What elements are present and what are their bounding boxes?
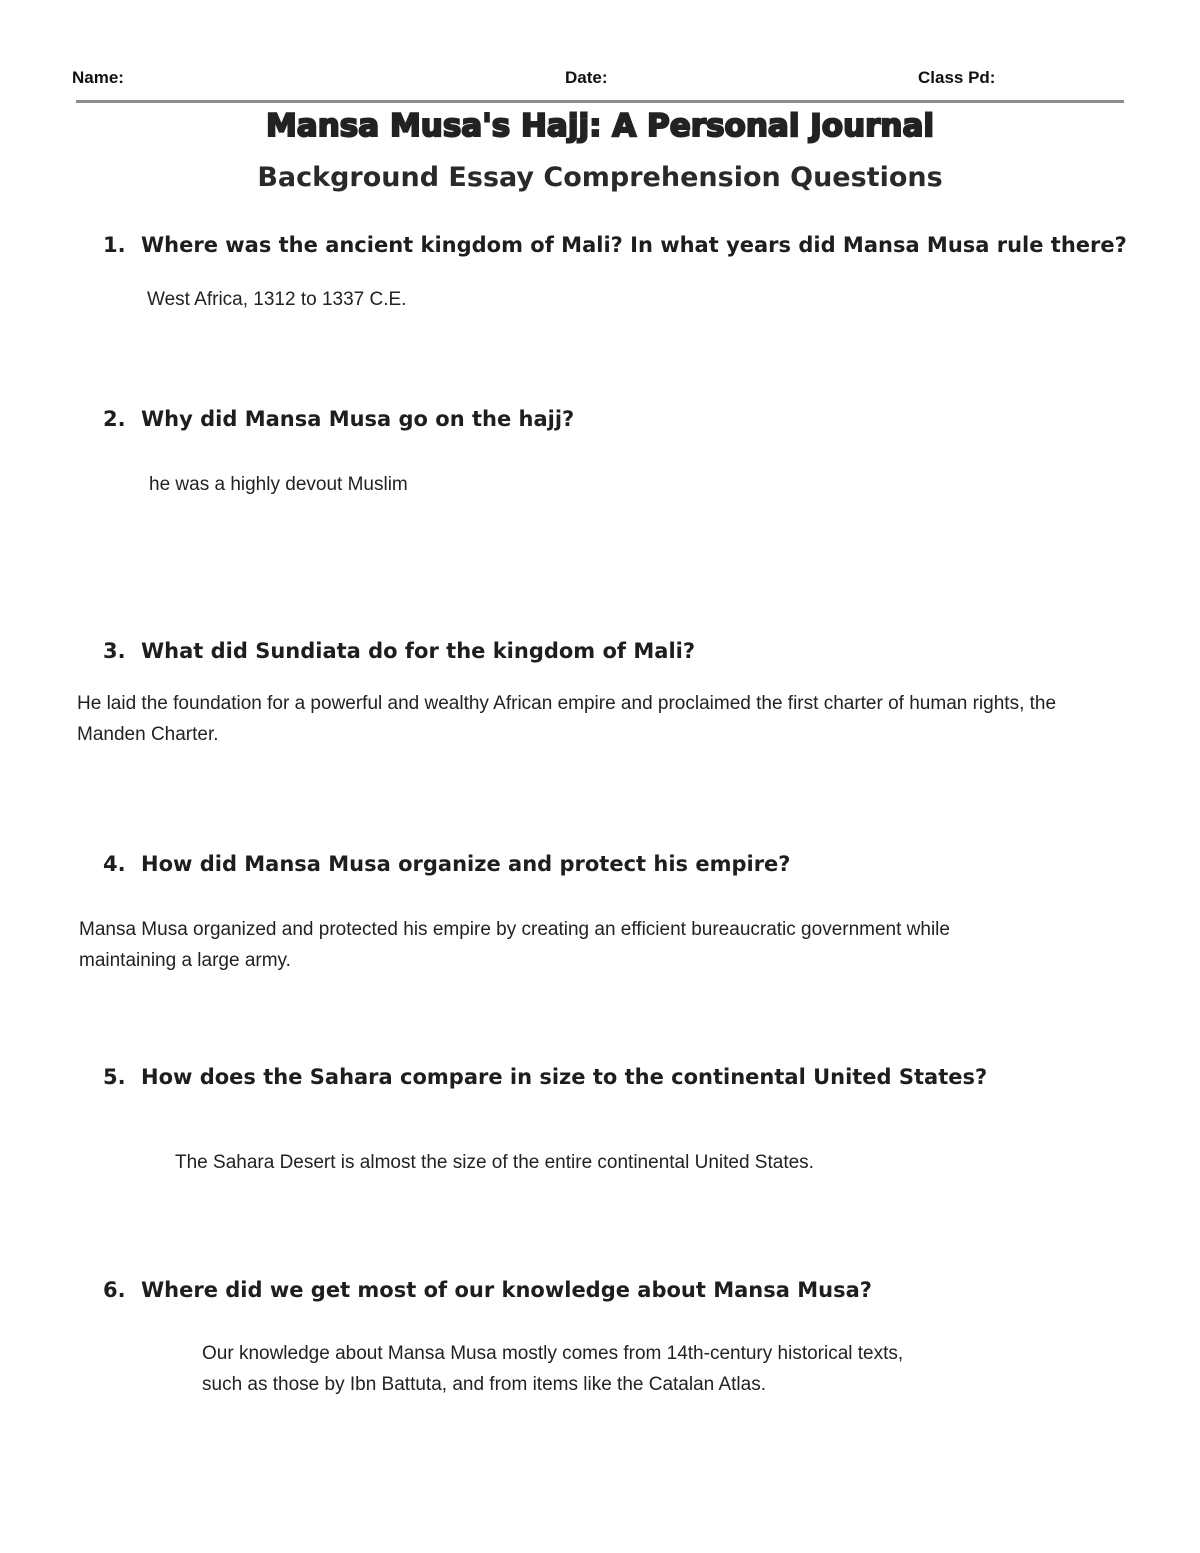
question-number: 2. (103, 407, 126, 431)
answer-2: he was a highly devout Muslim (149, 474, 408, 495)
question-text: How does the Sahara compare in size to the continental United States? (141, 1065, 988, 1089)
question-4 (103, 852, 790, 876)
question-text: What did Sundiata do for the kingdom of Mali? (141, 639, 696, 663)
answer-4: Mansa Musa organized and protected his empire by creating an efficient bureaucratic government while maintaining a large army. (79, 919, 950, 971)
page-subtitle: Background Essay Comprehension Questions (257, 162, 943, 193)
question-number: 5. (103, 1065, 126, 1089)
question-text: Why did Mansa Musa go on the hajj? (141, 407, 575, 431)
question-number: 3. (103, 639, 126, 663)
answer-6: Our knowledge about Mansa Musa mostly comes from 14th-century historical texts, such as those by Ibn Battuta, and from items like the Catalan Atlas. (202, 1343, 904, 1395)
question-3 (103, 639, 695, 663)
question-text: How did Mansa Musa organize and protect his empire? (141, 852, 791, 876)
header-name-label: Name: (72, 68, 124, 87)
question-2 (103, 407, 574, 431)
question-5 (103, 1065, 987, 1089)
question-number: 1. (103, 233, 126, 257)
answer-3: He laid the foundation for a powerful and wealthy African empire and proclaimed the first charter of human rights, the Manden Charter. (77, 693, 1057, 745)
question-1 (103, 233, 1127, 257)
header-class-label: Class Pd: (918, 68, 996, 87)
answer-5: The Sahara Desert is almost the size of the entire continental United States. (175, 1152, 814, 1173)
question-6 (103, 1278, 872, 1302)
page-title: Mansa Musa's Hajj: A Personal Journal (265, 108, 935, 144)
question-text: Where was the ancient kingdom of Mali? In what years did Mansa Musa rule there? (141, 233, 1127, 257)
header-date-label: Date: (565, 68, 608, 87)
question-number: 4. (103, 852, 126, 876)
header-divider (76, 100, 1124, 103)
answer-1: West Africa, 1312 to 1337 C.E. (147, 289, 407, 310)
question-number: 6. (103, 1278, 126, 1302)
question-text: Where did we get most of our knowledge about Mansa Musa? (141, 1278, 872, 1302)
